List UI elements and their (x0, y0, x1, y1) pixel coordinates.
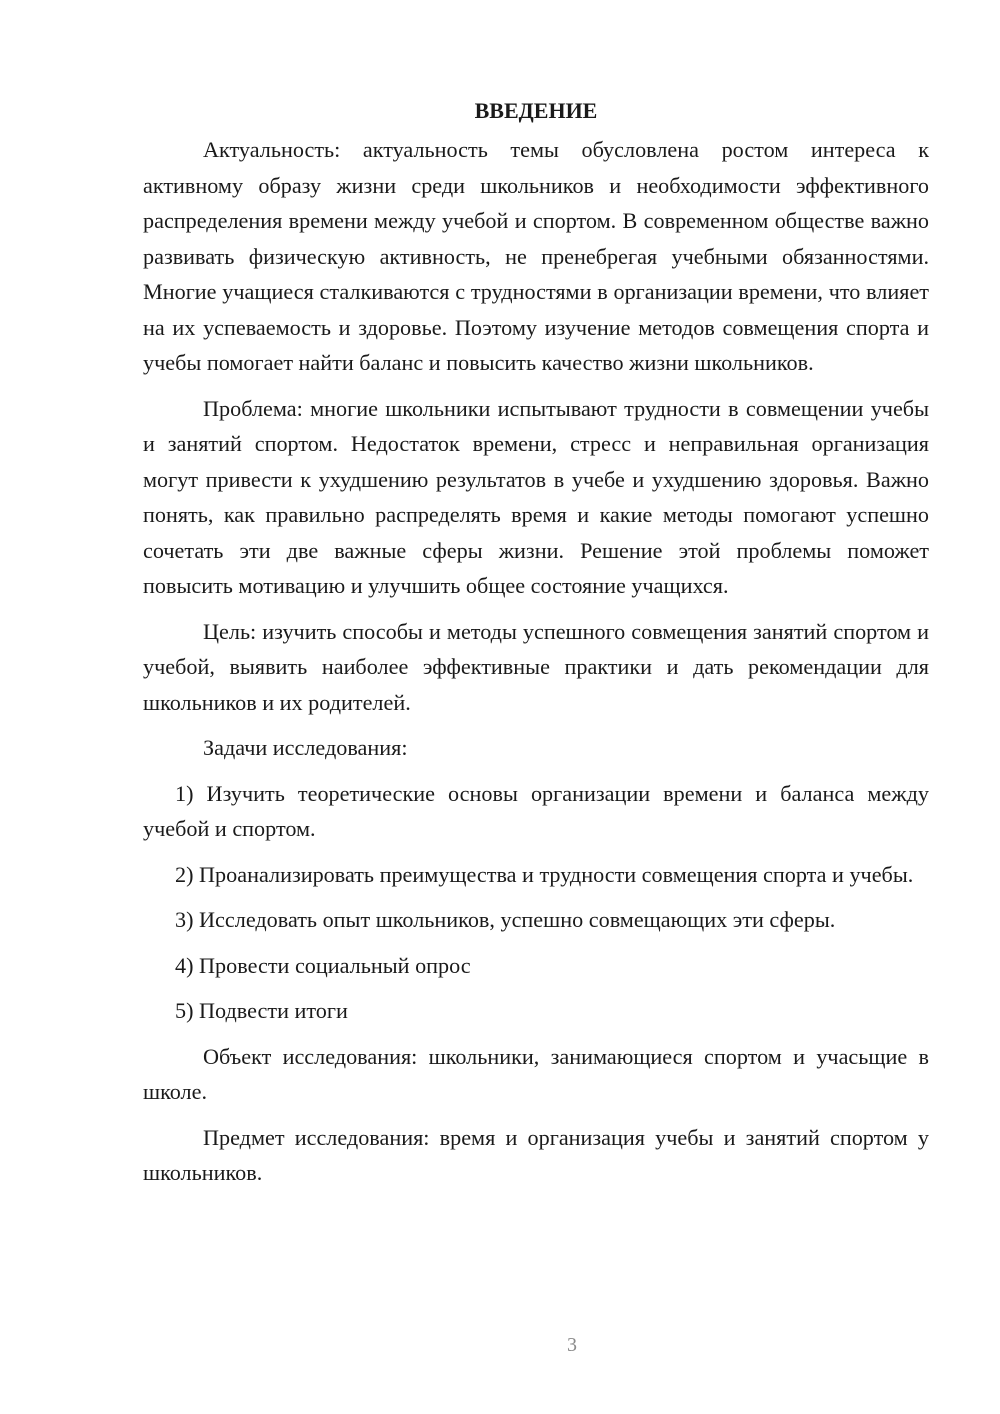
tasks-heading: Задачи исследования: (203, 735, 408, 760)
task-item: 3) Исследовать опыт школьников, успешно совмещающих эти сферы. (175, 907, 836, 932)
object-paragraph: Объект исследования: школьники, занимающиеся спортом и учасьщие в школе. (143, 1043, 929, 1104)
goal-paragraph: Цель: изучить способы и методы успешного совмещения занятий спортом и учебой, выявить наиболее эффективные практики и дать рекомендации для школьников и их родителей. (143, 618, 929, 715)
problem-paragraph: Проблема: многие школьники испытывают трудности в совмещении учебы и занятий спортом. Недостаток времени, стресс и неправильная организация могут привести к ухудшению результатов в учебе и ухудшению здоровья. Важно понять, как правильно распределять время и какие методы помогают успешно сочетать эти две важные сферы жизни. Решение этой проблемы поможет повысить мотивацию и улучшить общее состояние учащихся. (143, 395, 929, 598)
page-number: 3 (567, 1334, 577, 1356)
relevance-paragraph: Актуальность: актуальность темы обусловлена ростом интереса к активному образу жизни среди школьников и необходимости эффективного распределения времени между учебой и спортом. В современном обществе важно развивать физическую активность, не пренебрегая учебными обязанностями. Многие учащиеся сталкиваются с трудностями в организации времени, что влияет на их успеваемость и здоровье. Поэтому изучение методов совмещения спорта и учебы помогает найти баланс и повысить качество жизни школьников. (143, 137, 929, 375)
task-item: 4) Провести социальный опрос (175, 952, 471, 978)
subject-paragraph: Предмет исследования: время и организация учебы и занятий спортом у школьников. (143, 1124, 929, 1185)
page-title: ВВЕДЕНИЕ (474, 98, 598, 123)
task-item: 1) Изучить теоретические основы организации времени и баланса между учебой и спортом. (143, 780, 929, 841)
document-page (143, 96, 929, 1191)
task-item: 2) Проанализировать преимущества и трудности совмещения спорта и учебы. (175, 861, 914, 887)
task-item: 5) Подвести итоги (175, 998, 348, 1023)
